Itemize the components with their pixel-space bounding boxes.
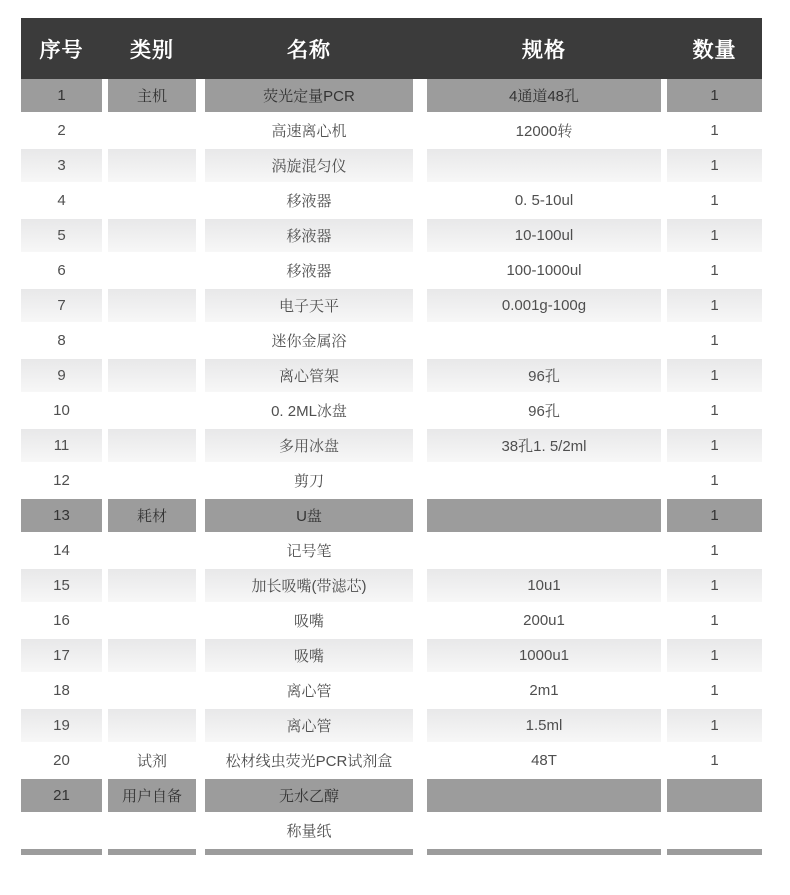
cell-name: 电子天平: [205, 289, 413, 322]
cell-category: [108, 359, 196, 392]
table-row: [21, 464, 762, 497]
cell-spec: 0.001g-100g: [427, 289, 661, 322]
cell-category: [108, 464, 196, 497]
cell-index: 21: [21, 779, 102, 812]
cell-index: 10: [53, 402, 70, 419]
cell-index: 4: [57, 192, 66, 209]
cell-qty: 1: [710, 262, 719, 279]
cell-name: 加长吸嘴(带滤芯): [205, 569, 413, 602]
cell-qty: 1: [710, 472, 719, 489]
cell-qty: 1: [667, 149, 762, 182]
cell-index: [21, 814, 102, 847]
cell-name: 迷你金属浴: [271, 333, 347, 350]
cell-index: 17: [21, 639, 102, 672]
cell-category: [108, 429, 196, 462]
cell-qty: [667, 849, 762, 855]
cell-category: [108, 394, 196, 427]
cell-spec: [427, 779, 661, 812]
cell-spec: 1.5ml: [427, 709, 661, 742]
cell-index: 11: [21, 429, 102, 462]
table-row: [21, 499, 762, 532]
cell-category: [108, 604, 196, 637]
table-row: [21, 184, 762, 217]
cell-spec: [427, 499, 661, 532]
cell-name: 移液器: [286, 193, 332, 210]
cell-index: 12: [53, 472, 70, 489]
cell-category: [108, 814, 196, 847]
cell-name: 多用冰盘: [205, 429, 413, 462]
cell-index: 1: [21, 79, 102, 112]
table-row: [21, 394, 762, 427]
cell-category: [108, 674, 196, 707]
cell-spec: 96孔: [528, 403, 560, 420]
cell-name: 离心管: [286, 683, 332, 700]
cell-qty: 1: [710, 122, 719, 139]
table-row: [21, 534, 762, 567]
cell-spec: [427, 814, 661, 847]
cell-category: [108, 149, 196, 182]
cell-category: [108, 219, 196, 252]
cell-name: [205, 849, 413, 855]
header-qty: 数量: [692, 38, 737, 62]
cell-name: 移液器: [205, 219, 413, 252]
table-row: [21, 79, 762, 112]
cell-qty: 1: [710, 682, 719, 699]
cell-name: 松材线虫荧光PCR试剂盒: [225, 753, 393, 770]
table-row: [21, 289, 762, 322]
cell-index: 18: [53, 682, 70, 699]
cell-category: [108, 254, 196, 287]
cell-category: 耗材: [108, 499, 196, 532]
cell-spec: 96孔: [427, 359, 661, 392]
cell-qty: 1: [667, 709, 762, 742]
cell-qty: 1: [667, 639, 762, 672]
cell-qty: 1: [710, 402, 719, 419]
cell-spec: [427, 534, 661, 567]
table-row: [21, 779, 762, 812]
cell-name: 记号笔: [286, 543, 332, 560]
cell-qty: 1: [710, 542, 719, 559]
cell-name: 剪刀: [293, 473, 324, 490]
cell-index: [21, 849, 102, 855]
cell-name: U盘: [205, 499, 413, 532]
header-index: 序号: [39, 38, 84, 62]
cell-qty: 1: [710, 752, 719, 769]
cell-qty: 1: [667, 289, 762, 322]
cell-name: 0. 2ML冰盘: [271, 403, 347, 420]
cell-qty: 1: [710, 332, 719, 349]
table-row: [21, 149, 762, 182]
cell-spec: [427, 464, 661, 497]
cell-qty: 1: [667, 219, 762, 252]
cell-spec: 1000u1: [427, 639, 661, 672]
cell-name: 无水乙醇: [205, 779, 413, 812]
table-row: [21, 849, 762, 855]
cell-qty: 1: [667, 359, 762, 392]
cell-index: 16: [53, 612, 70, 629]
cell-spec: 0. 5-10ul: [514, 192, 574, 209]
cell-qty: [667, 779, 762, 812]
cell-qty: 1: [667, 499, 762, 532]
header-category: 类别: [130, 38, 174, 62]
cell-category: [108, 709, 196, 742]
cell-qty: 1: [710, 192, 719, 209]
table-row: [21, 709, 762, 742]
cell-name: 荧光定量PCR: [205, 79, 413, 112]
cell-spec: 48T: [531, 752, 557, 769]
cell-qty: 1: [667, 79, 762, 112]
cell-category: 主机: [108, 79, 196, 112]
cell-index: 20: [53, 752, 70, 769]
cell-index: 5: [21, 219, 102, 252]
cell-category: [108, 639, 196, 672]
table-row: [21, 359, 762, 392]
cell-category: [108, 849, 196, 855]
equipment-list-table: [21, 18, 762, 855]
cell-spec: 100-1000ul: [506, 262, 582, 279]
table-row: [21, 569, 762, 602]
cell-spec: [427, 849, 661, 855]
cell-index: 3: [21, 149, 102, 182]
header-spec: 规格: [522, 38, 566, 62]
cell-spec: [427, 324, 661, 357]
table-row: [21, 114, 762, 147]
cell-qty: 1: [710, 612, 719, 629]
cell-qty: 1: [667, 569, 762, 602]
cell-index: 9: [21, 359, 102, 392]
cell-name: 高速离心机: [271, 123, 347, 140]
cell-index: 14: [53, 542, 70, 559]
cell-spec: 4通道48孔: [427, 79, 661, 112]
table-row: [21, 219, 762, 252]
cell-category: [108, 534, 196, 567]
cell-name: 离心管: [205, 709, 413, 742]
cell-index: 13: [21, 499, 102, 532]
cell-index: 8: [57, 332, 66, 349]
table-row: [21, 324, 762, 357]
table-row: [21, 639, 762, 672]
table-row: [21, 814, 762, 847]
cell-spec: 200u1: [523, 612, 565, 629]
cell-name: 涡旋混匀仪: [205, 149, 413, 182]
table-row: [21, 674, 762, 707]
table-body: [21, 79, 762, 855]
cell-category: 试剂: [136, 753, 167, 770]
cell-name: 移液器: [286, 263, 332, 280]
cell-category: [108, 569, 196, 602]
cell-spec: 2m1: [529, 682, 559, 699]
cell-qty: [667, 814, 762, 847]
table-header-row: [21, 18, 762, 79]
cell-name: 吸嘴: [293, 613, 324, 630]
cell-index: 15: [21, 569, 102, 602]
cell-index: 2: [57, 122, 66, 139]
cell-category: [108, 114, 196, 147]
table-row: [21, 604, 762, 637]
cell-category: [108, 289, 196, 322]
cell-spec: [427, 149, 661, 182]
cell-spec: 12000转: [515, 123, 573, 140]
header-name: 名称: [287, 38, 331, 62]
cell-category: [108, 324, 196, 357]
cell-index: 19: [21, 709, 102, 742]
table-row: [21, 744, 762, 777]
cell-spec: 10u1: [427, 569, 661, 602]
table-row: [21, 254, 762, 287]
table-row: [21, 429, 762, 462]
cell-name: 称量纸: [286, 823, 332, 840]
cell-name: 吸嘴: [205, 639, 413, 672]
cell-category: 用户自备: [108, 779, 196, 812]
cell-qty: 1: [667, 429, 762, 462]
cell-category: [108, 184, 196, 217]
cell-index: 6: [57, 262, 66, 279]
cell-name: 离心管架: [205, 359, 413, 392]
cell-spec: 10-100ul: [427, 219, 661, 252]
cell-spec: 38孔1. 5/2ml: [427, 429, 661, 462]
cell-index: 7: [21, 289, 102, 322]
